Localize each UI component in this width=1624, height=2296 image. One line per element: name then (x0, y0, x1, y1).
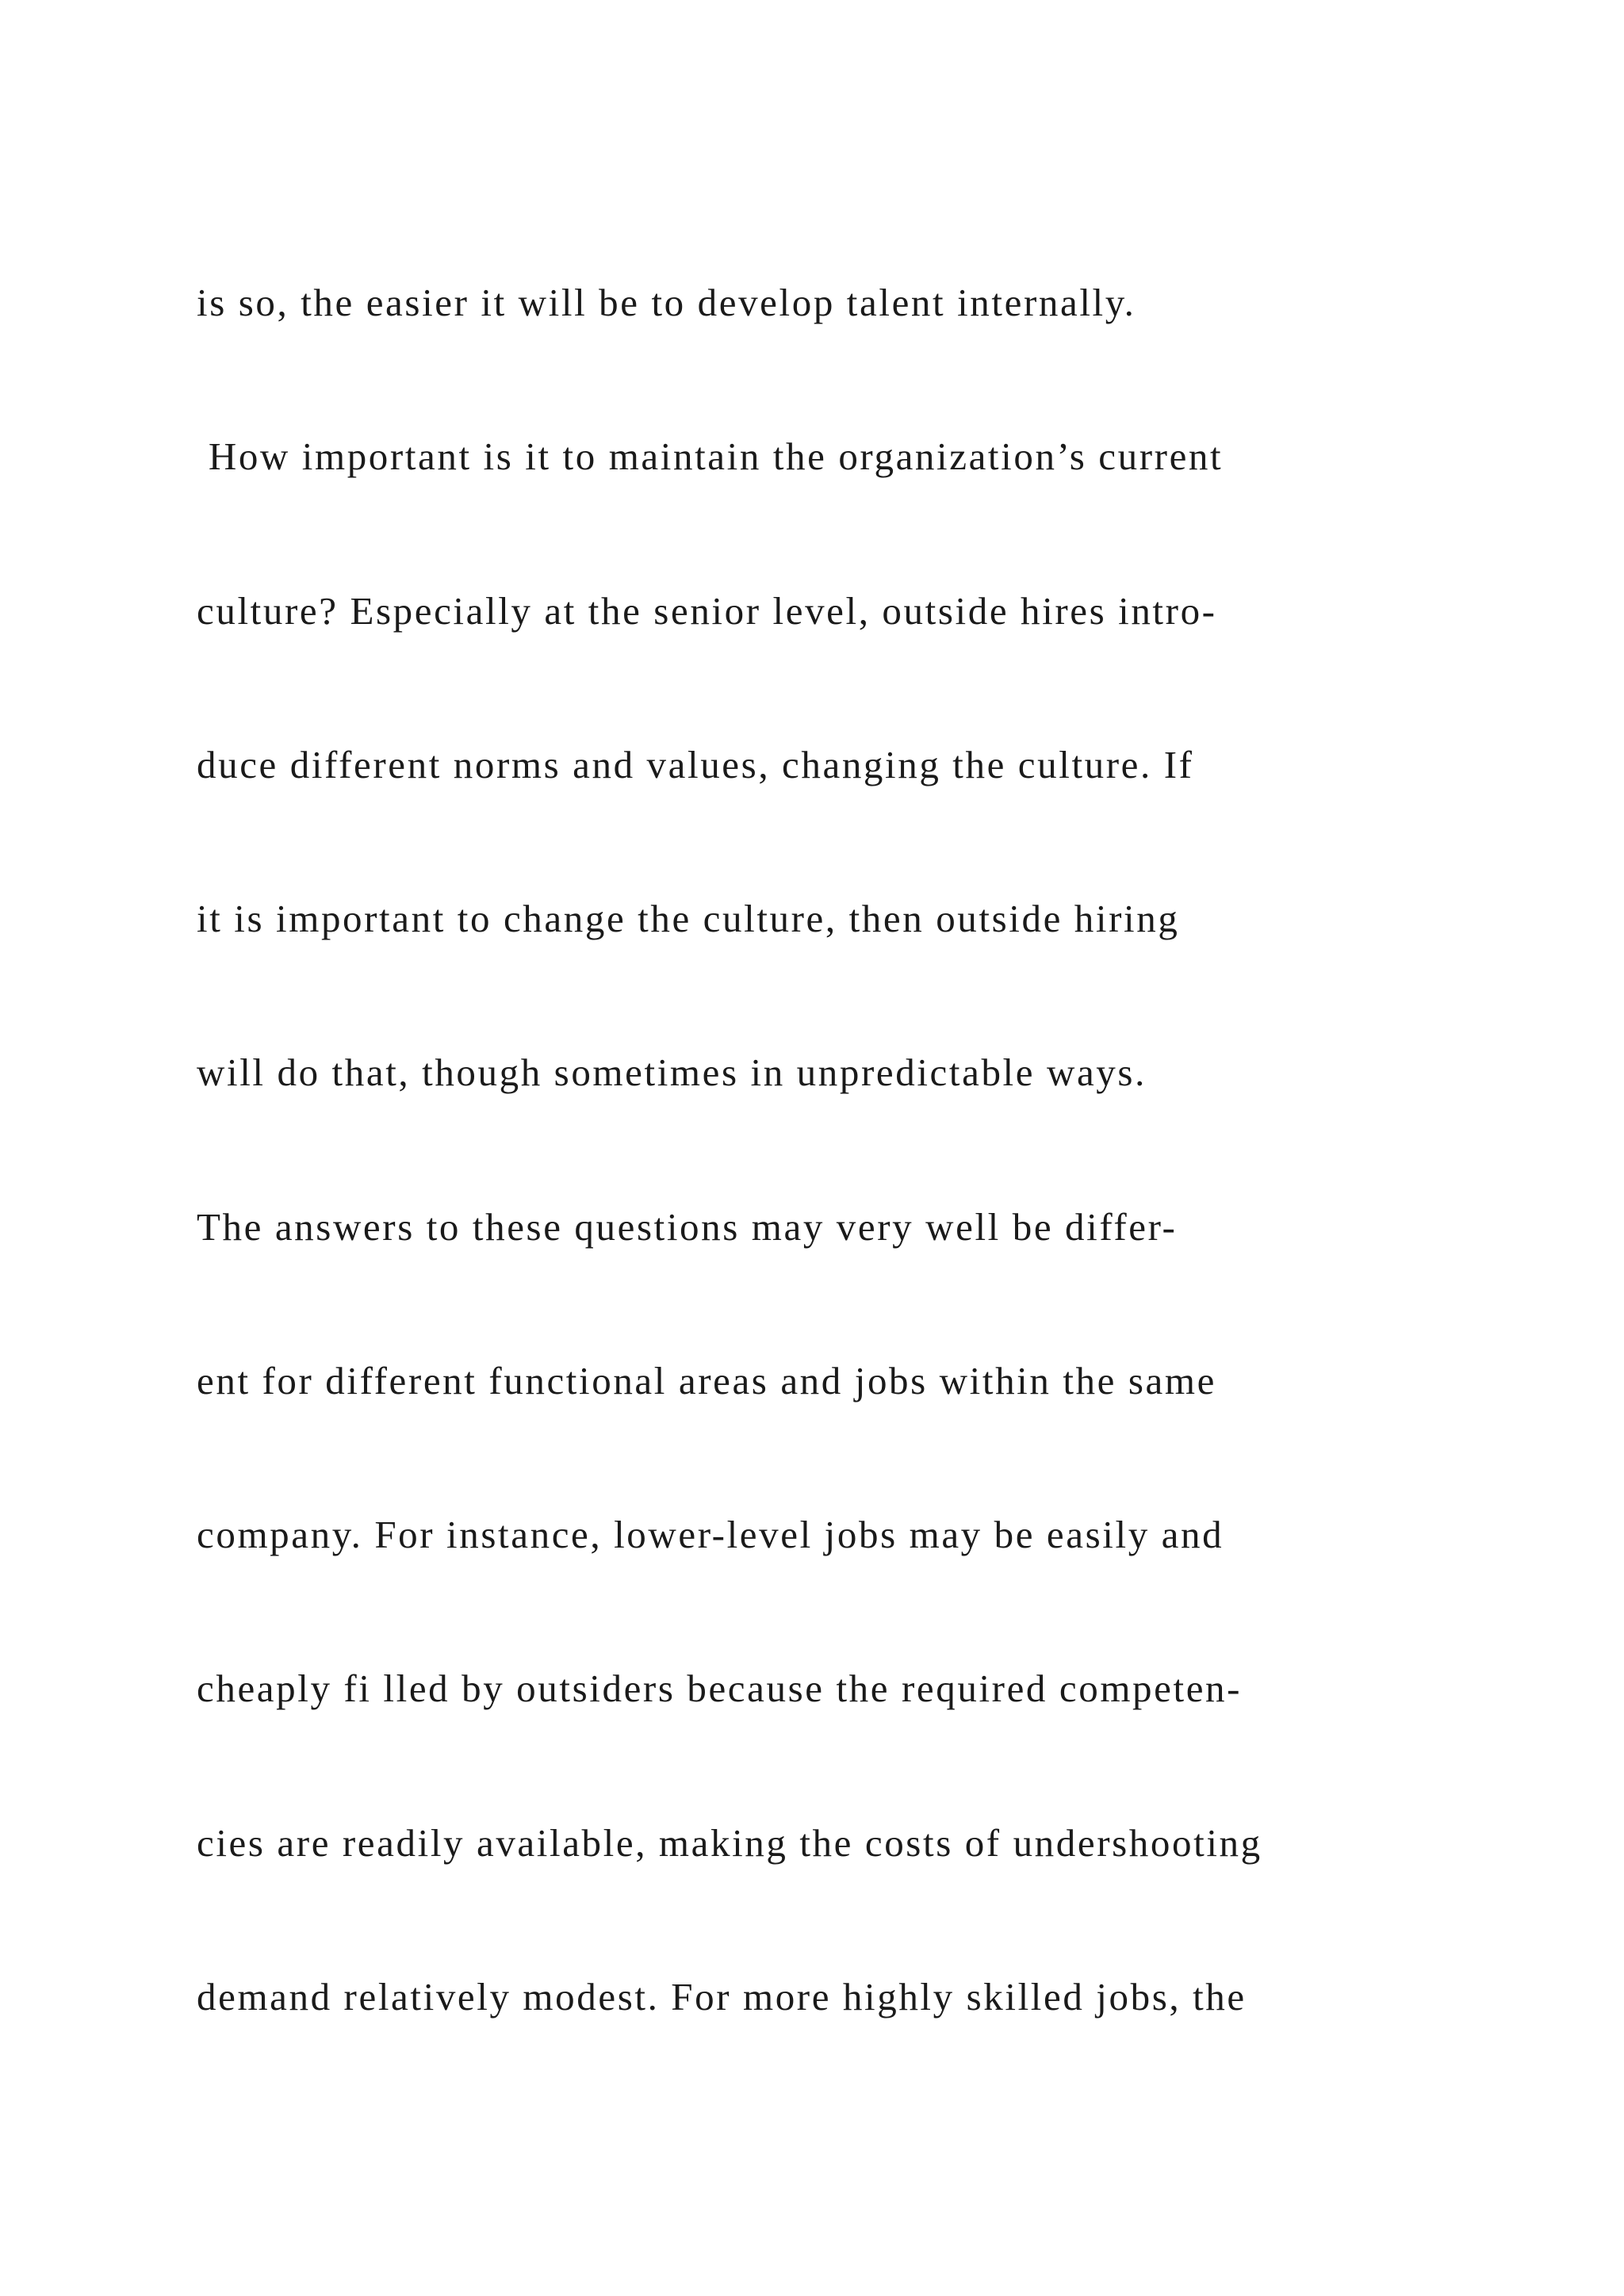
text-line: How important is it to maintain the organization’s current (197, 434, 1224, 478)
text-line: company. For instance, lower-level jobs may be easily and (197, 1513, 1224, 1556)
text-line: cies are readily available, making the costs of undershooting (197, 1821, 1262, 1865)
text-line: The answers to these questions may very well be differ- (197, 1205, 1178, 1249)
text-line: demand relatively modest. For more highly skilled jobs, the (197, 1975, 1247, 2019)
text-line: it is important to change the culture, then outside hiring (197, 897, 1180, 940)
text-line: is so, the easier it will be to develop talent internally. (197, 281, 1136, 324)
text-line: duce different norms and values, changing the culture. If (197, 743, 1194, 786)
text-line: cheaply fi lled by outsiders because the required competen- (197, 1667, 1243, 1710)
text-line: culture? Especially at the senior level, outside hires intro- (197, 589, 1217, 633)
text-line: ent for different functional areas and jobs within the same (197, 1359, 1216, 1402)
text-line: will do that, though sometimes in unpredictable ways. (197, 1050, 1147, 1094)
